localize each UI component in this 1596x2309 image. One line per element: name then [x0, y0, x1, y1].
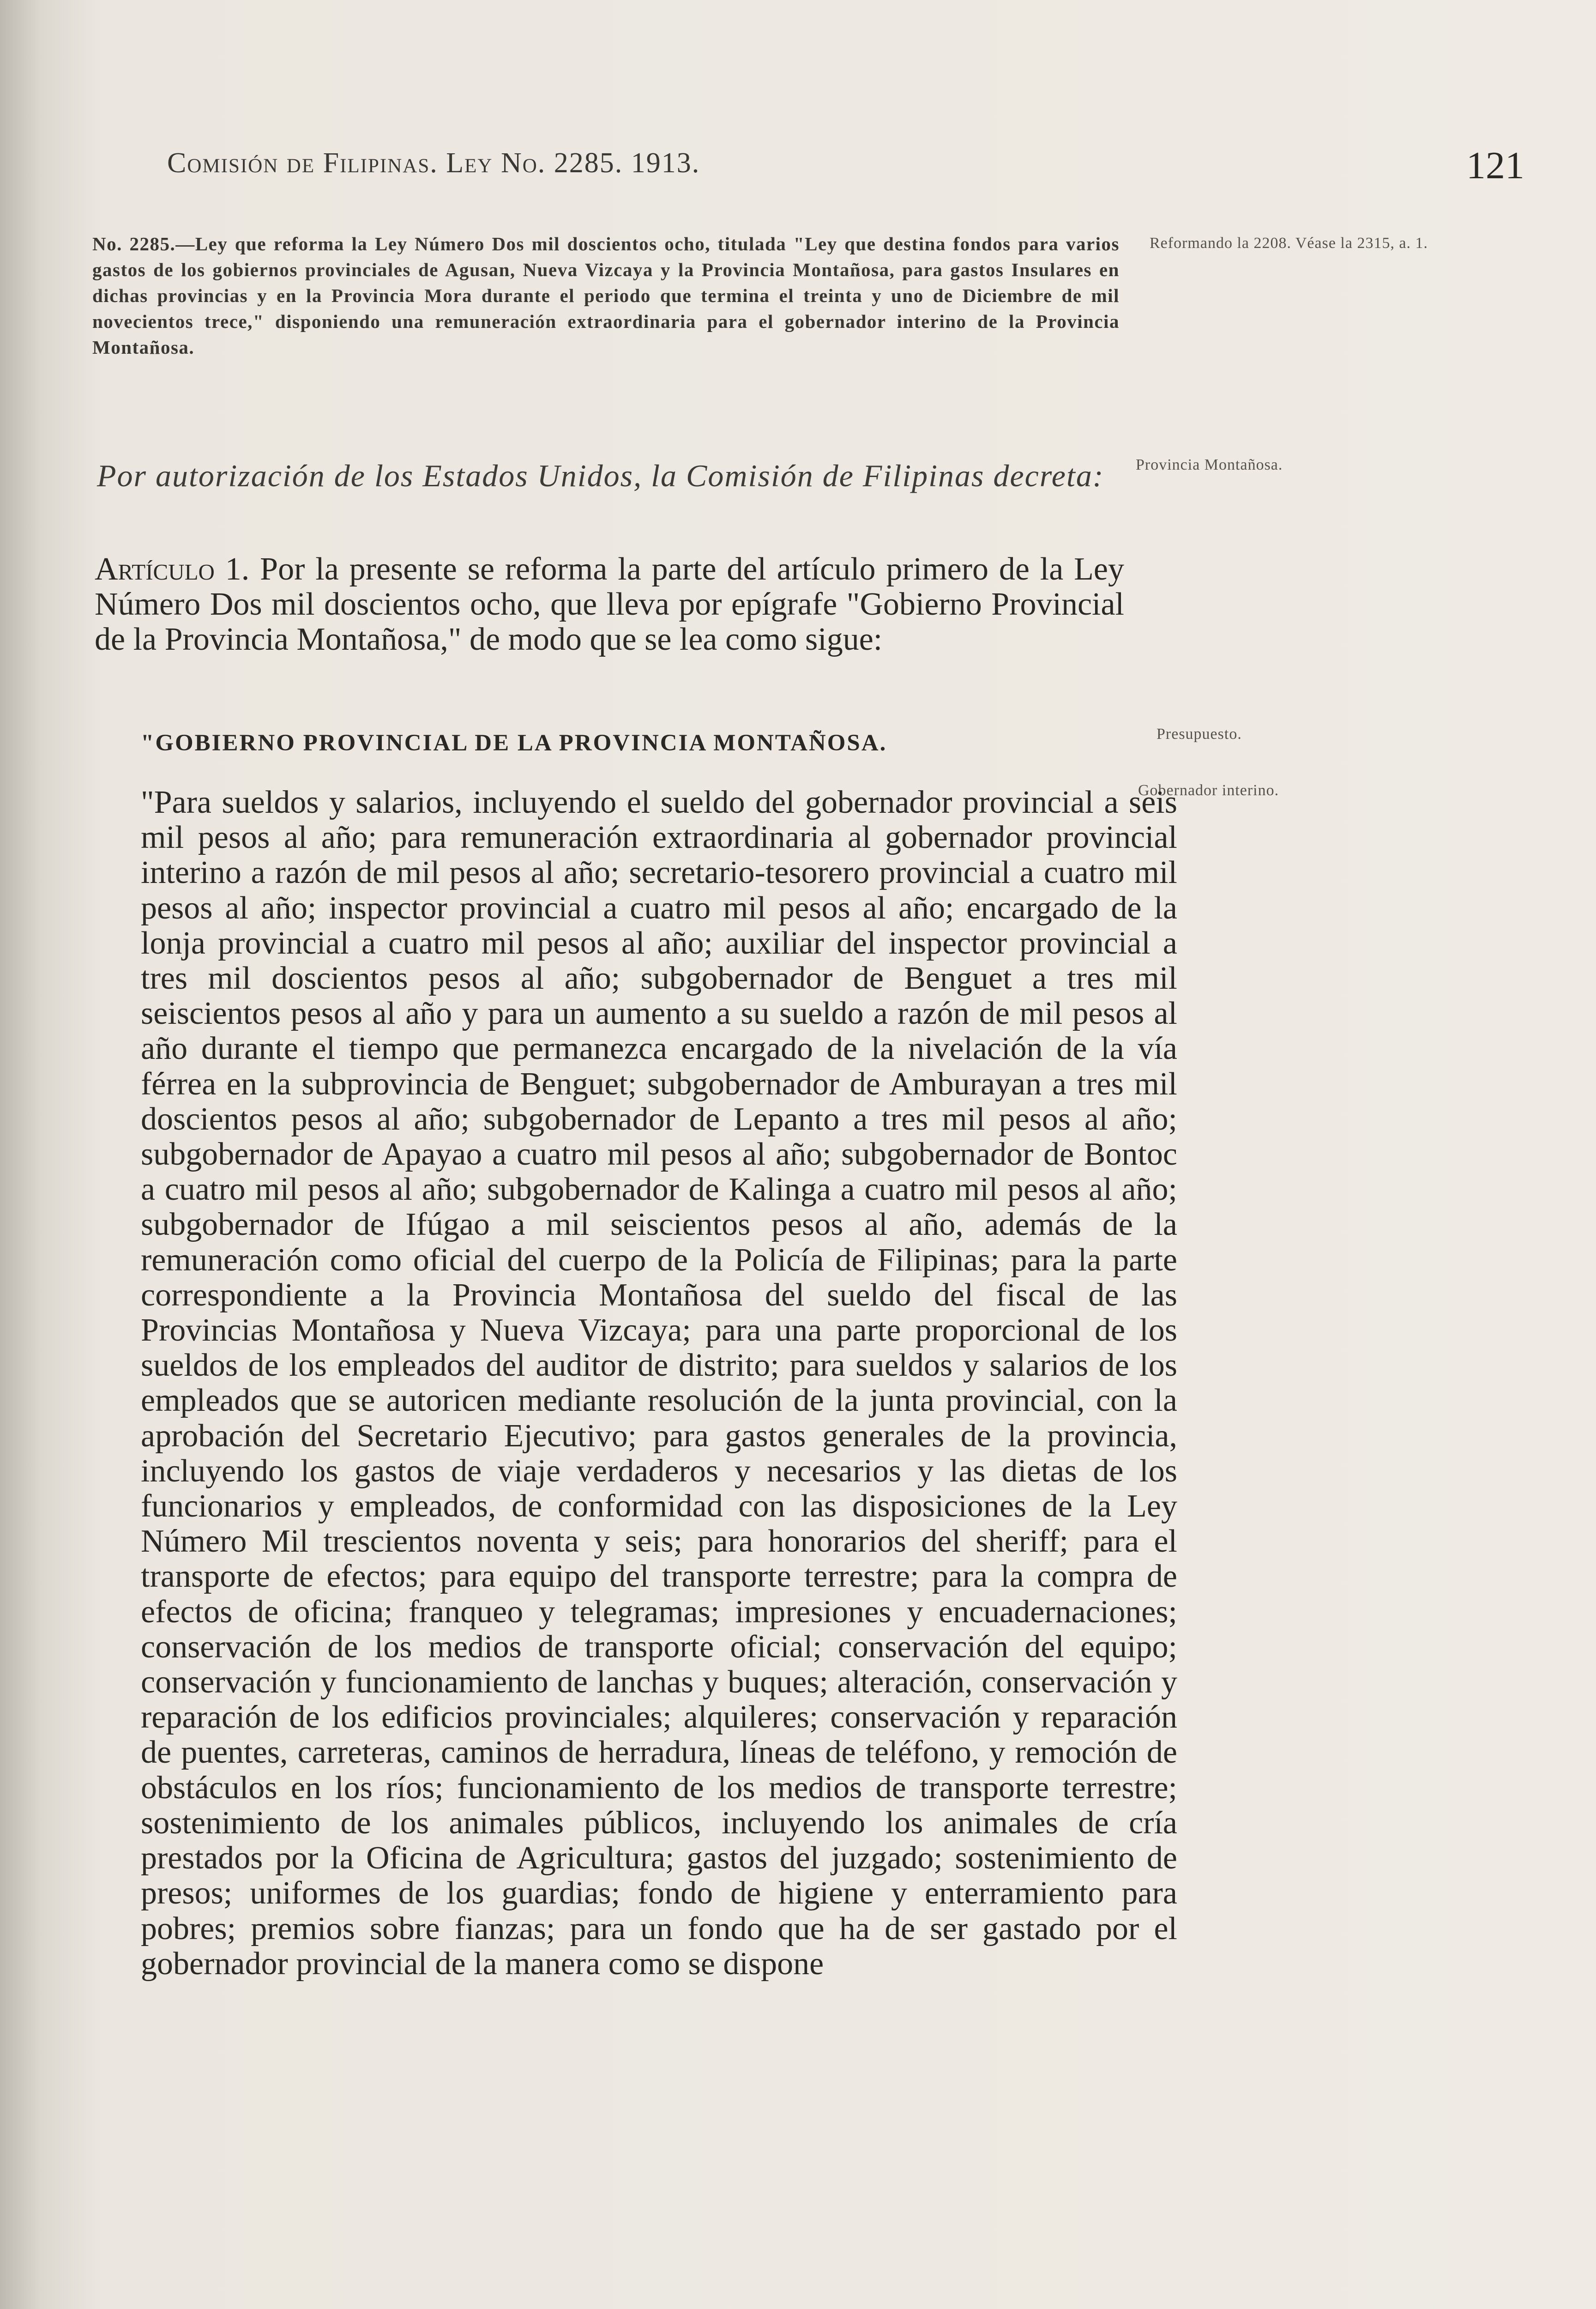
- article-one: [95, 552, 1124, 657]
- enacting-clause: Por autorización de los Estados Unidos, la Comisión de Filipinas decreta:: [97, 458, 1104, 493]
- section-title: "GOBIERNO PROVINCIAL DE LA PROVINCIA MONTAÑOSA.: [141, 730, 887, 756]
- margin-note-budget: Presupuesto.: [1156, 725, 1242, 743]
- page-header: [167, 144, 1524, 188]
- margin-note-reform: Reformando la 2208. Véase la 2315, a. 1.: [1150, 235, 1428, 252]
- margin-note-province: Provincia Montañosa.: [1136, 456, 1283, 473]
- body-paragraph: "Para sueldos y salarios, incluyendo el sueldo del gobernador provincial a seis mil pesos al año; para remuneración extraordinaria al gobernador provincial interino a razón de mil pesos al año; secretario-tesorero provincial a cuatro mil pesos al año; inspector provincial a cuatro mil pesos al año; encargado de la lonja provincial a cuatro mil pesos al año; auxiliar del inspector provincial a tres mil doscientos pesos al año; subgobernador de Benguet a tres mil seiscientos pesos al año y para un aumento a su sueldo a razón de mil pesos al año durante el tiempo que permanezca encargado de la nivelación de la vía férrea en la subprovincia de Benguet; subgobernador de Amburayan a tres mil doscientos pesos al año; subgobernador de Lepanto a tres mil pesos al año; subgobernador de Apayao a cuatro mil pesos al año; subgobernador de Bontoc a cuatro mil pesos al año; subgobernador de Kalinga a cuatro mil pesos al año; subgobernador de Ifúgao a mil seiscientos pesos al año, además de la remuneración como oficial del cuerpo de la Policía de Filipinas; para la parte correspondiente a la Provincia Montañosa del sueldo del fiscal de las Provincias Montañosa y Nueva Vizcaya; para una parte proporcional de los sueldos de los empleados del auditor de distrito; para sueldos y salarios de los empleados que se autoricen mediante resolución de la junta provincial, con la aprobación del Secretario Ejecutivo; para gastos generales de la provincia, incluyendo los gastos de viaje verdaderos y necesarios y las dietas de los funcionarios y empleados, de conformidad con las disposiciones de la Ley Número Mil trescientos noventa y seis; para honorarios del sheriff; para el transporte de efectos; para equipo del transporte terrestre; para la compra de efectos de oficina; franqueo y telegramas; impresiones y encuadernaciones; conservación de los medios de transporte oficial; conservación del equipo; conservación y funcionamiento de lanchas y buques; alteración, conservación y reparación de los edificios provinciales; alquileres; conservación y reparación de puentes, carreteras, caminos de herradura, líneas de teléfono, y remoción de obstáculos en los ríos; funcionamiento de los medios de transporte terrestre; sostenimiento de los animales públicos, incluyendo los animales de cría prestados por la Oficina de Agricultura; gastos del juzgado; sostenimiento de presos; uniformes de los guardias; fondo de higiene y enterramiento para pobres; premios sobre fianzas; para un fondo que ha de ser gastado por el gobernador provincial de la manera como se dispone: [141, 785, 1177, 1982]
- law-summary: No. 2285.—Ley que reforma la Ley Número Dos mil doscientos ocho, titulada "Ley que destina fondos para varios gastos de los gobiernos provinciales de Agusan, Nueva Vizcaya y la Provincia Montañosa, para gastos Insulares en dichas provincias y en la Provincia Mora durante el periodo que termina el treinta y uno de Diciembre de mil novecientos trece," disponiendo una remuneración extraordinaria para el gobernador interino de la Provincia Montañosa.: [92, 233, 1120, 358]
- margin-note-governor: Gobernador interino.: [1138, 782, 1279, 799]
- page-number: 121: [1466, 144, 1524, 187]
- running-head: Comisión de Filipinas. Ley No. 2285. 1913.: [167, 147, 700, 179]
- article-text: Por la presente se reforma la parte del artículo primero de la Ley Número Dos mil doscientos ocho, que lleva por epígrafe "Gobierno Provincial de la Provincia Montañosa," de modo que se lea como sigue:: [95, 551, 1124, 657]
- article-label: Artículo 1.: [95, 551, 250, 587]
